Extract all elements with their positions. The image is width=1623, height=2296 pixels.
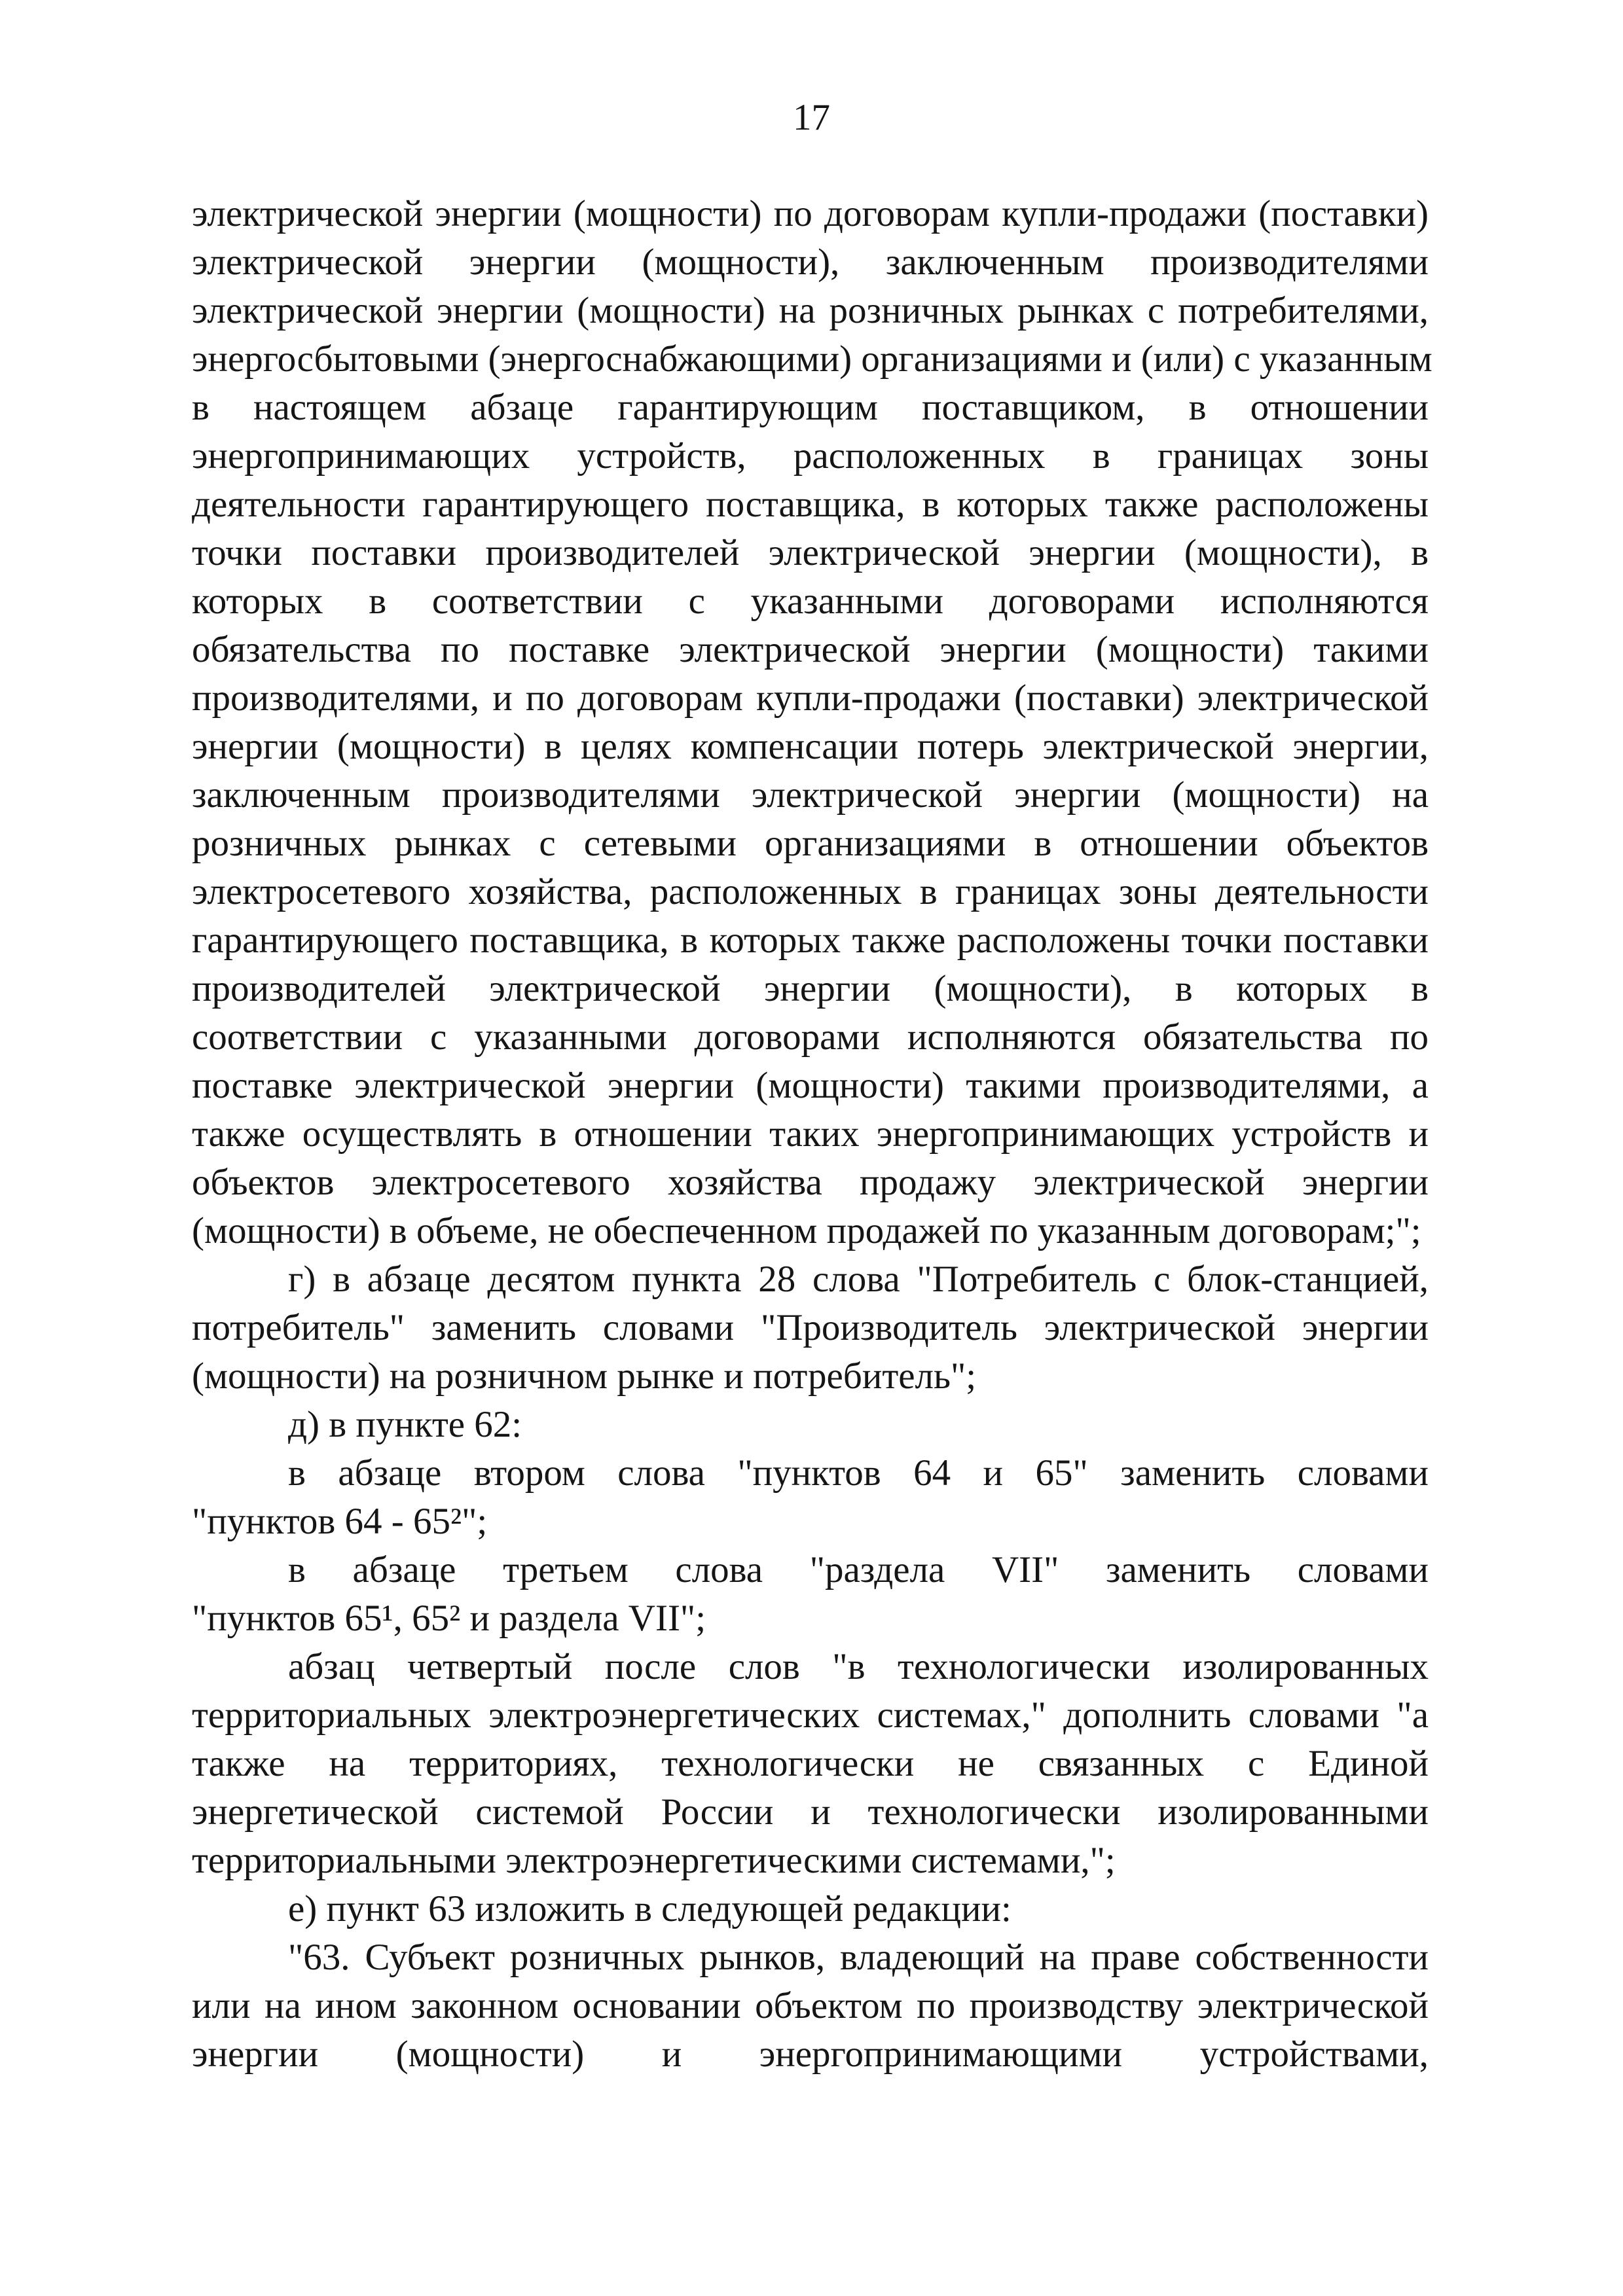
text-line: (мощности) на розничном рынке и потребитель";	[192, 1355, 977, 1397]
text-line: также на территориях, технологически не связанных с Единой	[192, 1743, 1429, 1784]
page-number: 17	[793, 97, 830, 138]
paragraph	[192, 1255, 1429, 1401]
text-line: точки поставки производителей электрической энергии (мощности), в	[192, 532, 1429, 573]
paragraph	[192, 1449, 1429, 1546]
text-line: гарантирующего поставщика, в которых также расположены точки поставки	[192, 920, 1429, 961]
paragraph	[192, 1546, 1429, 1643]
text-line: обязательства по поставке электрической энергии (мощности) такими	[192, 629, 1429, 670]
text-line: в абзаце втором слова "пунктов 64 и 65" заменить словами	[288, 1452, 1429, 1494]
text-line: деятельности гарантирующего поставщика, в которых также расположены	[192, 484, 1429, 525]
text-line: электрической энергии (мощности), заключенным производителями	[192, 242, 1429, 283]
text-line: энергетической системой России и технологически изолированными	[192, 1791, 1429, 1833]
text-line: энергии (мощности) и энергопринимающими устройствами,	[192, 2034, 1429, 2075]
text-line: (мощности) в объеме, не обеспеченном продажей по указанным договорам;";	[192, 1210, 1421, 1251]
text-line: е) пункт 63 изложить в следующей редакции:	[288, 1888, 1012, 1929]
text-line: территориальными электроэнергетическими системами,";	[192, 1840, 1116, 1881]
text-line: энергосбытовыми (энергоснабжающими) организациями и (или) с указанным	[192, 338, 1432, 380]
text-line: в абзаце третьем слова "раздела VII" заменить словами	[288, 1549, 1429, 1590]
text-line: розничных рынках с сетевыми организациями в отношении объектов	[192, 823, 1429, 864]
text-line: "63. Субъект розничных рынков, владеющий на праве собственности	[288, 1937, 1429, 1978]
text-line: производителей электрической энергии (мощности), в которых в	[192, 968, 1429, 1009]
paragraph	[192, 1643, 1429, 1885]
text-line: территориальных электроэнергетических системах," дополнить словами "а	[192, 1695, 1429, 1736]
paragraph	[192, 1401, 1429, 1449]
text-line: соответствии с указанными договорами исполняются обязательства по	[192, 1016, 1429, 1058]
text-line: электрической энергии (мощности) на розничных рынках с потребителями,	[192, 290, 1429, 331]
text-line: г) в абзаце десятом пункта 28 слова "Потребитель с блок-станцией,	[288, 1259, 1429, 1300]
text-line: которых в соответствии с указанными договорами исполняются	[192, 581, 1429, 622]
text-line: заключенным производителями электрической энергии (мощности) на	[192, 774, 1429, 816]
text-line: объектов электросетевого хозяйства продажу электрической энергии	[192, 1162, 1429, 1203]
text-line: "пунктов 65¹, 65² и раздела VII";	[192, 1598, 706, 1639]
text-line: потребитель" заменить словами "Производитель электрической энергии	[192, 1307, 1429, 1348]
text-line: д) в пункте 62:	[288, 1404, 522, 1445]
text-line: энергии (мощности) в целях компенсации потерь электрической энергии,	[192, 726, 1429, 767]
text-line: энергопринимающих устройств, расположенных в границах зоны	[192, 435, 1429, 476]
text-line: электросетевого хозяйства, расположенных в границах зоны деятельности	[192, 871, 1429, 912]
text-line: электрической энергии (мощности) по договорам купли-продажи (поставки)	[192, 193, 1429, 234]
text-line: абзац четвертый после слов "в технологически изолированных	[288, 1646, 1429, 1687]
text-line: в настоящем абзаце гарантирующим поставщиком, в отношении	[192, 387, 1429, 428]
paragraph	[192, 1885, 1429, 1933]
text-line: производителями, и по договорам купли-продажи (поставки) электрической	[192, 677, 1429, 719]
body-text	[192, 190, 1432, 2079]
paragraph	[192, 1933, 1429, 2079]
text-line: поставке электрической энергии (мощности) такими производителями, а	[192, 1065, 1429, 1106]
text-line: "пунктов 64 - 65²";	[192, 1501, 488, 1542]
text-line: или на ином законном основании объектом по производству электрической	[192, 1985, 1429, 2026]
paragraph	[192, 190, 1432, 1255]
text-line: также осуществлять в отношении таких энергопринимающих устройств и	[192, 1113, 1429, 1155]
